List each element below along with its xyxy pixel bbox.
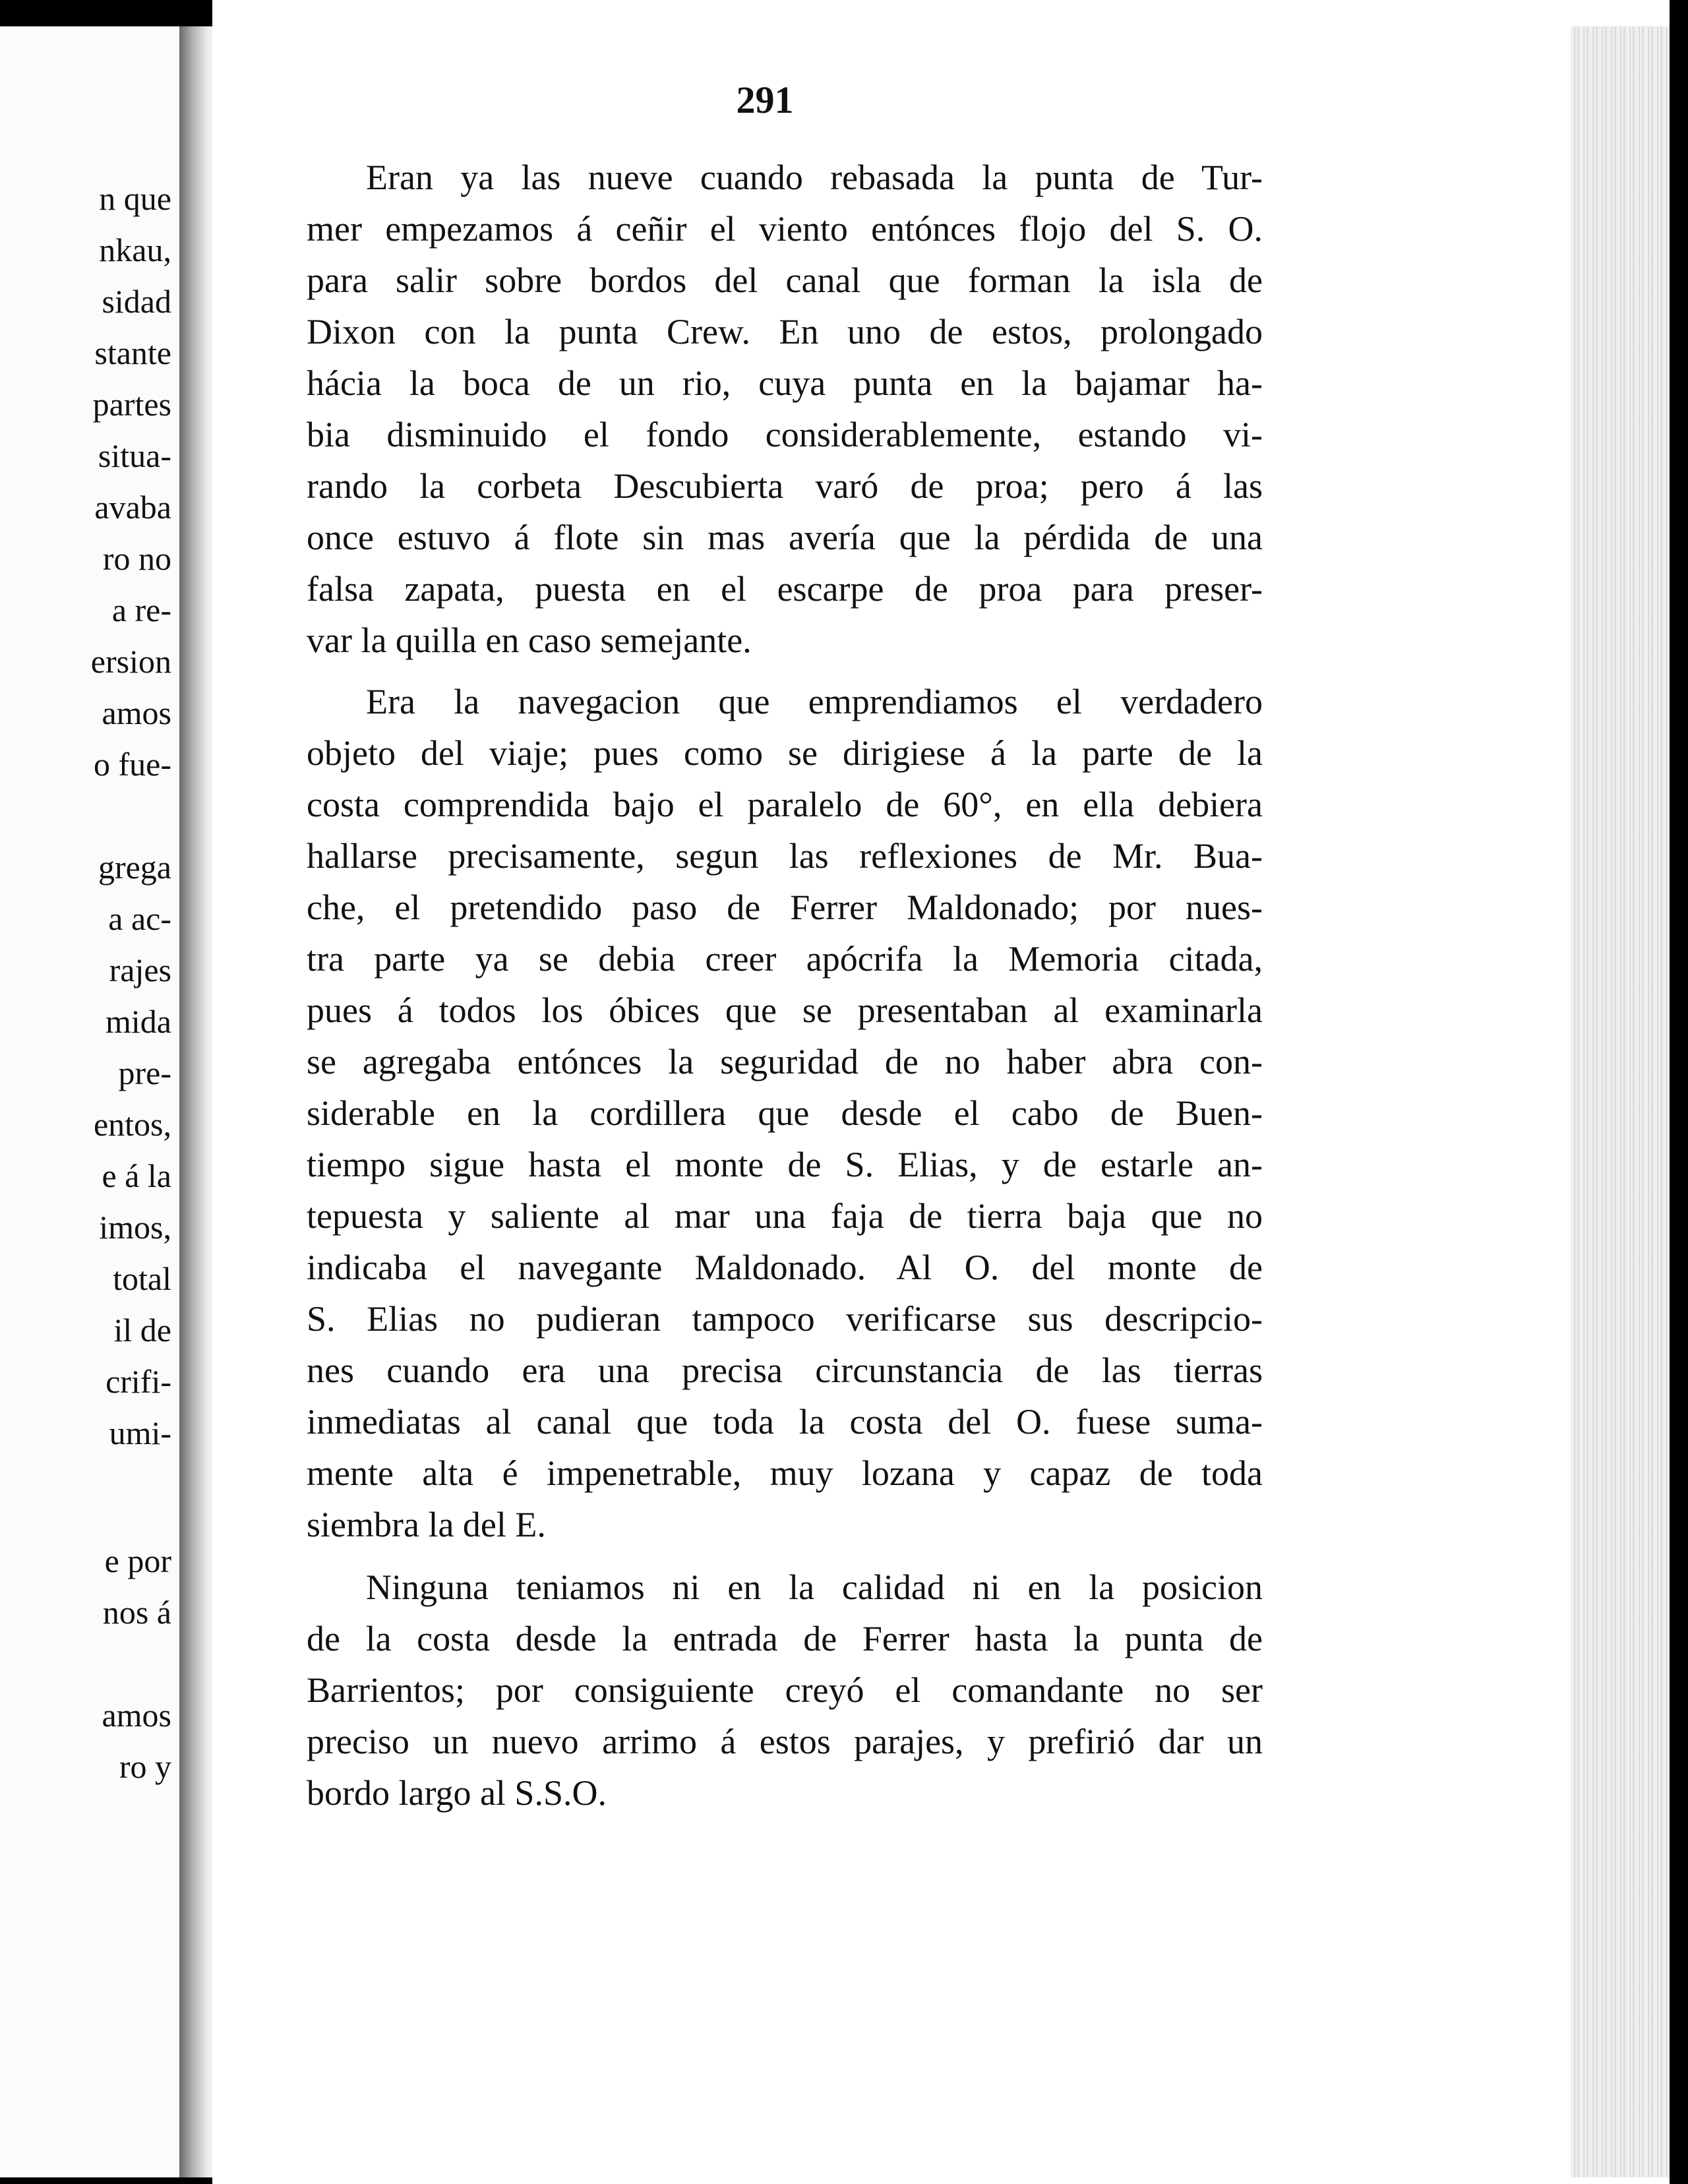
text-line: rando la corbeta Descubierta varó de proa; pero á las [307,466,1263,506]
text-line: inmediatas al canal que toda la costa del O. fuese suma- [307,1402,1263,1441]
text-line: Barrientos; por consiguiente creyó el comandante no ser [307,1670,1263,1710]
left-line: a re- [111,592,171,628]
left-line: amos [102,694,171,731]
left-line: ersion [90,643,171,680]
left-line: situa- [98,437,171,474]
left-line: avaba [94,489,171,526]
text-line: indicaba el navegante Maldonado. Al O. del monte de [307,1248,1263,1287]
left-line: e á la [102,1157,171,1194]
text-line: para salir sobre bordos del canal que forman la isla de [307,260,1263,300]
text-line: objeto del viaje; pues como se dirigiese á la parte de la [307,733,1263,773]
left-line: amos [102,1697,171,1734]
left-line: a ac- [108,900,171,937]
left-line: ro no [102,540,171,577]
left-line: crifi- [106,1363,171,1400]
left-line: entos, [93,1106,171,1143]
text-line: pues á todos los óbices que se presentaban al examinarla [307,990,1263,1030]
left-line: n que [99,180,171,217]
text-line: mente alta é impenetrable, muy lozana y capaz de toda [307,1453,1263,1493]
left-line: mida [106,1003,171,1040]
text-line: nes cuando era una precisa circunstancia de las tierras [307,1350,1263,1390]
left-line: imos, [99,1209,171,1246]
text-line: hallarse precisamente, segun las reflexiones de Mr. Bua- [307,836,1263,876]
text-line: tepuesta y saliente al mar una faja de tierra baja que no [307,1196,1263,1236]
page-number: 291 [736,78,794,121]
left-line: umi- [109,1414,171,1451]
text-line: bordo largo al S.S.O. [307,1773,607,1813]
left-line: grega [98,849,171,886]
left-facing-page [0,26,179,2177]
left-line: e por [104,1542,171,1579]
text-line: S. Elias no pudieran tampoco verificarse sus descripcio- [307,1299,1263,1339]
text-line: siembra la del E. [307,1505,546,1544]
left-line: nkau, [99,231,171,268]
text-line: mer empezamos á ceñir el viento entónces flojo del S. O. [307,209,1263,249]
left-line: ro y [119,1748,171,1785]
text-line: Era la navegacion que emprendiamos el verdadero [366,682,1263,721]
text-line: siderable en la cordillera que desde el cabo de Buen- [307,1093,1263,1133]
left-line: rajes [109,952,171,988]
text-line: var la quilla en caso semejante. [307,621,752,660]
book-gutter [179,26,212,2177]
left-line: pre- [118,1054,171,1091]
text-line: tra parte ya se debia creer apócrifa la Memoria citada, [307,939,1263,979]
text-line: de la costa desde la entrada de Ferrer hasta la punta de [307,1619,1263,1658]
text-line: costa comprendida bajo el paralelo de 60°, en ella debiera [307,785,1263,824]
left-line: partes [92,386,171,423]
text-line: hácia la boca de un rio, cuya punta en la bajamar ha- [307,363,1263,403]
text-line: Dixon con la punta Crew. En uno de estos, prolongado [307,312,1263,351]
text-line: preciso un nuevo arrimo á estos parajes, y prefirió dar un [307,1722,1263,1761]
text-line: falsa zapata, puesta en el escarpe de proa para preser- [307,569,1263,609]
text-line: se agregaba entónces la seguridad de no haber abra con- [307,1042,1263,1081]
left-line: total [113,1260,171,1297]
page-edges [1571,26,1670,2177]
text-line: Ninguna teniamos ni en la calidad ni en la posicion [366,1567,1263,1607]
left-line: sidad [102,283,171,320]
left-line: stante [94,334,171,371]
text-line: bia disminuido el fondo considerablemente, estando vi- [307,415,1263,454]
left-line: nos á [102,1594,171,1631]
text-line: tiempo sigue hasta el monte de S. Elias, y de estarle an- [307,1145,1263,1184]
text-line: Eran ya las nueve cuando rebasada la punta de Tur- [366,158,1263,197]
left-line: o fue- [94,746,171,783]
text-line: che, el pretendido paso de Ferrer Maldonado; por nues- [307,888,1263,927]
left-line: il de [113,1312,171,1349]
text-line: once estuvo á flote sin mas avería que la pérdida de una [307,518,1263,557]
scan-right-border [1673,0,1688,2184]
